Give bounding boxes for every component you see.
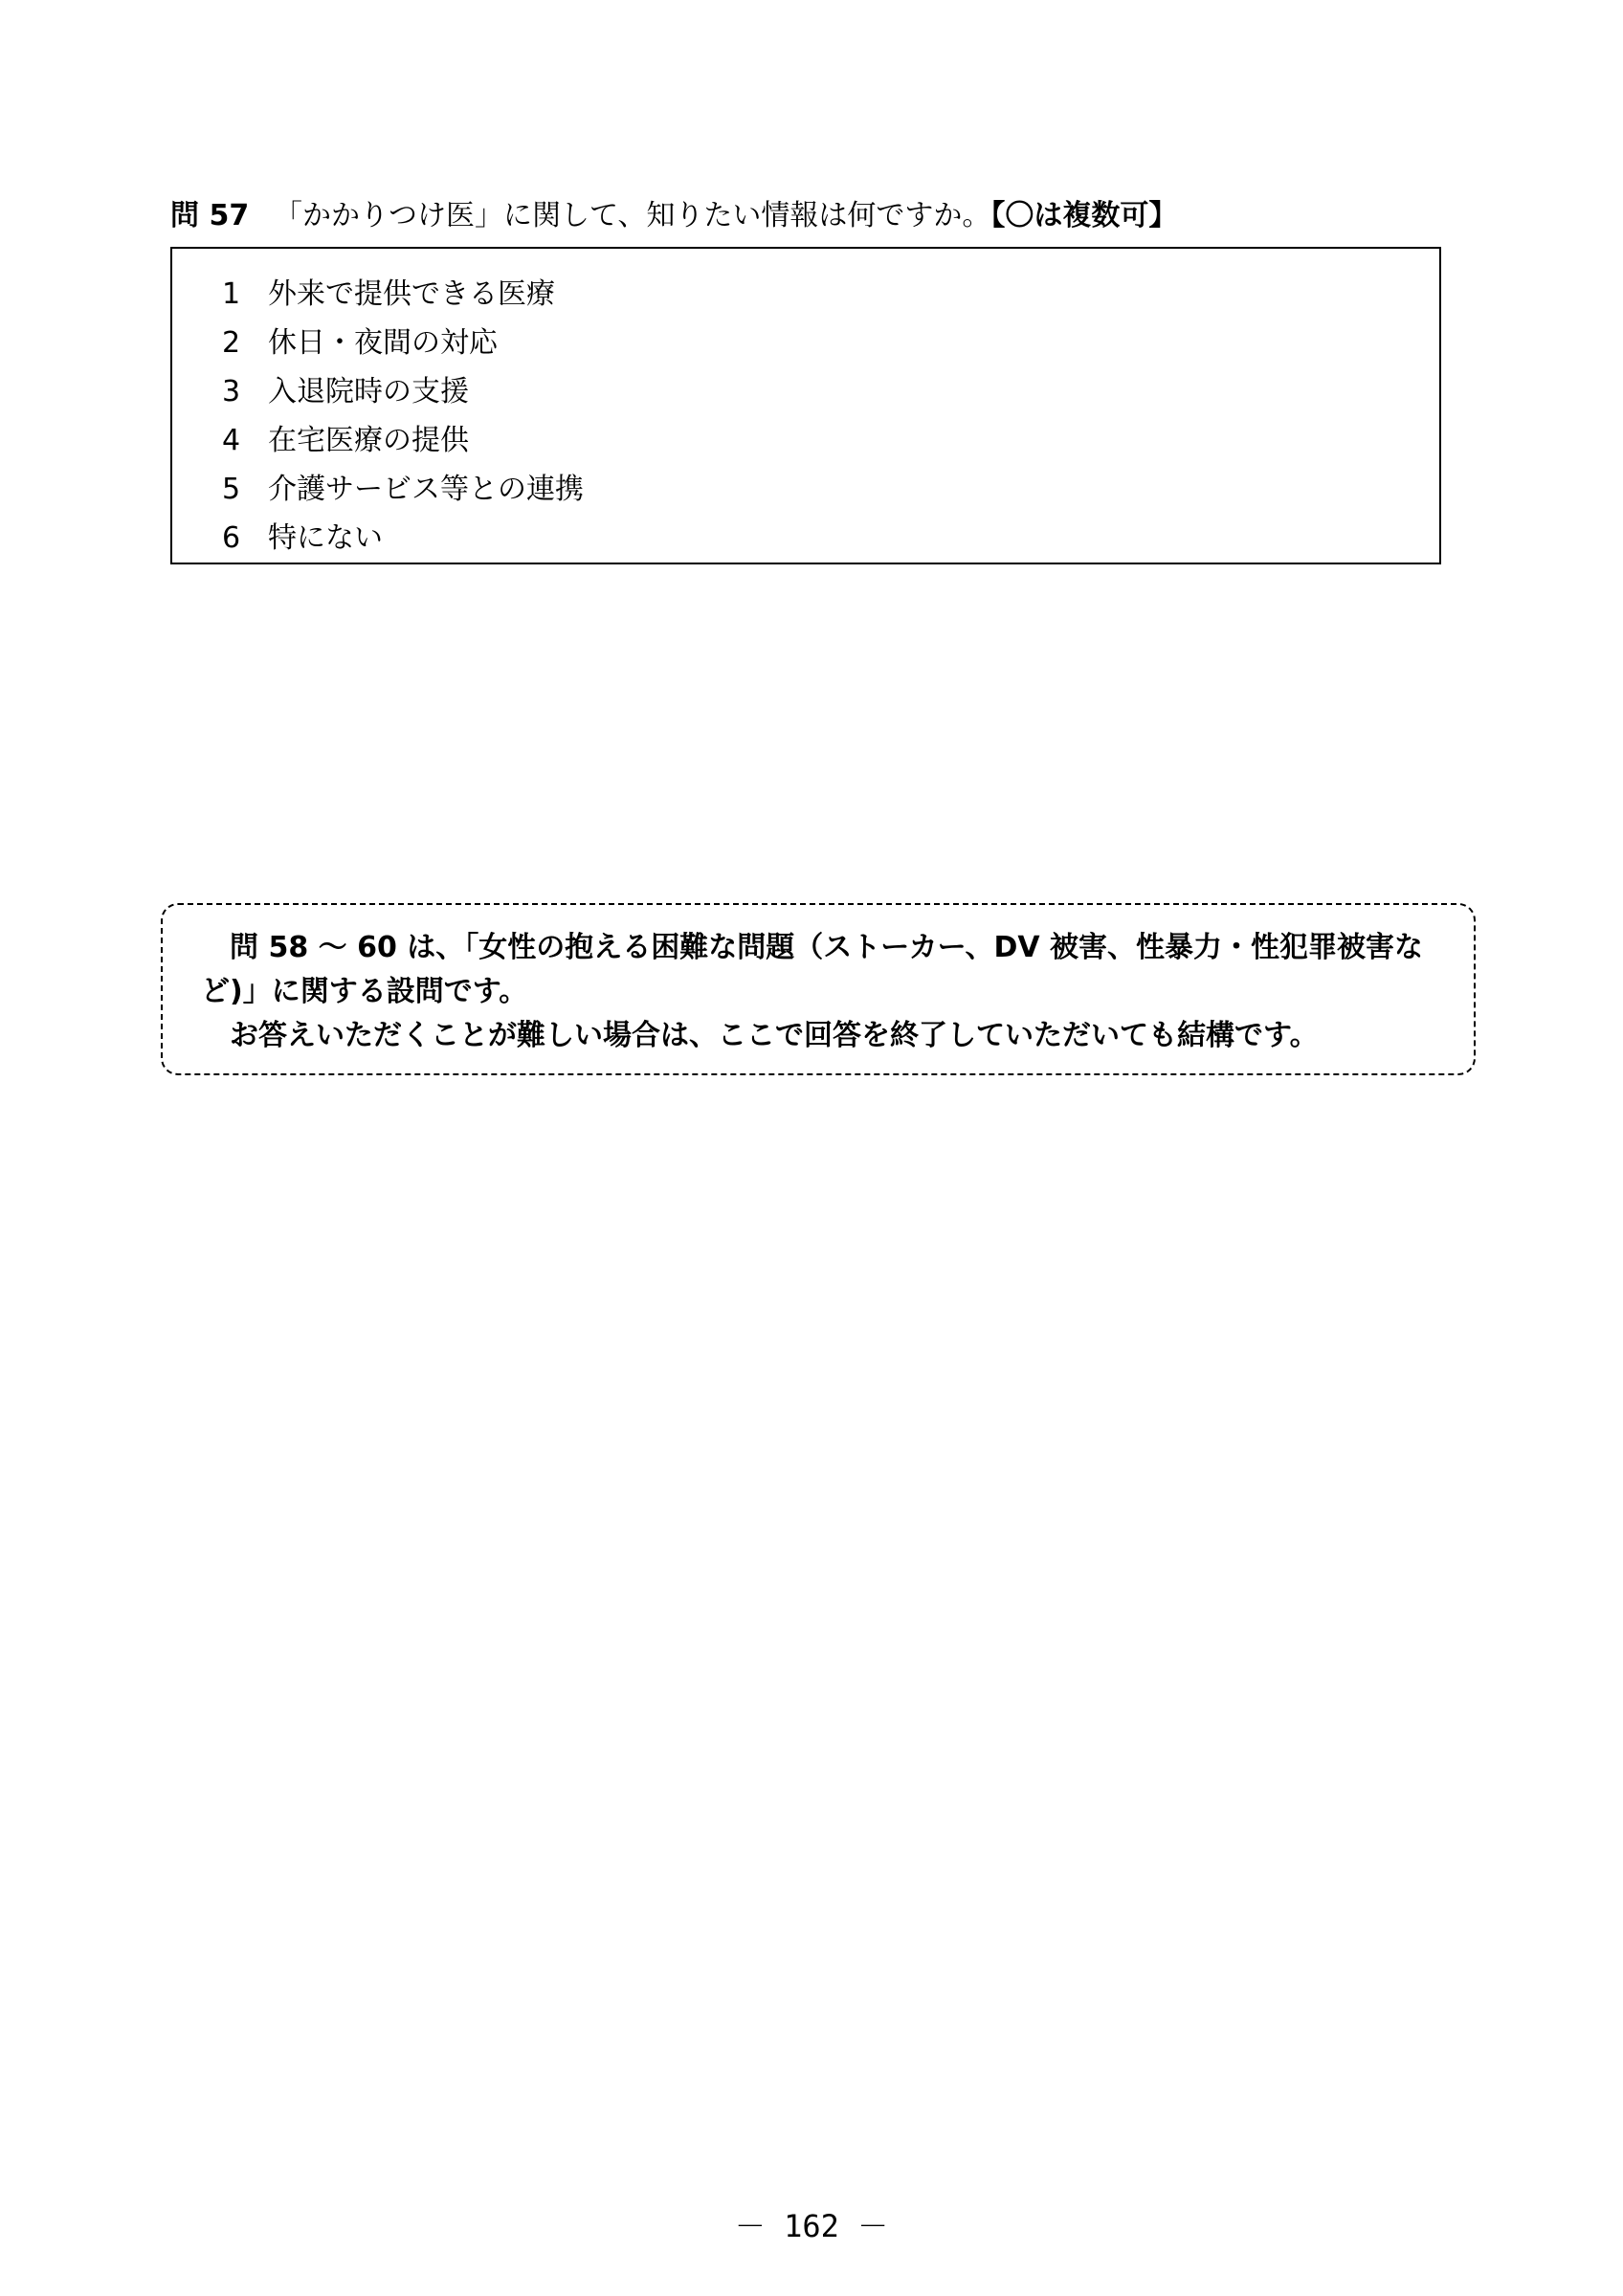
option-2	[222, 319, 1439, 367]
option-number: 1	[222, 277, 241, 311]
options-list	[172, 249, 1439, 563]
option-number: 3	[222, 375, 241, 408]
option-label: 在宅医療の提供	[268, 424, 469, 457]
option-6	[222, 514, 1439, 563]
notice-text	[201, 926, 1445, 1058]
option-3	[222, 367, 1439, 416]
options-box	[170, 247, 1441, 564]
notice-box	[161, 903, 1476, 1075]
question-57-heading	[170, 197, 1177, 235]
notice-paragraph-1: 問 58 ～ 60 は、「女性の抱える困難な問題（ストーカー、DV 被害、性暴力・性犯罪被害など)」に関する設問です。	[201, 931, 1424, 1008]
question-note: 【〇は複数可】	[990, 199, 1178, 232]
option-label: 外来で提供できる医療	[268, 277, 555, 311]
option-label: 介護サービス等との連携	[268, 473, 584, 506]
option-1	[222, 270, 1439, 319]
option-number: 5	[222, 473, 241, 506]
option-4	[222, 416, 1439, 465]
option-number: 4	[222, 424, 241, 457]
page-number: － 162 －	[734, 2208, 889, 2244]
question-number: 問 57	[170, 199, 250, 232]
option-label: 休日・夜間の対応	[268, 326, 498, 360]
notice-paragraph-2: お答えいただくことが難しい場合は、ここで回答を終了していただいても結構です。	[230, 1019, 1319, 1052]
question-text: 「かかりつけ医」に関して、知りたい情報は何ですか。	[274, 199, 991, 232]
option-number: 2	[222, 326, 241, 360]
option-label: 入退院時の支援	[268, 375, 469, 408]
option-5	[222, 465, 1439, 514]
option-number: 6	[222, 521, 241, 555]
option-label: 特にない	[268, 521, 383, 555]
